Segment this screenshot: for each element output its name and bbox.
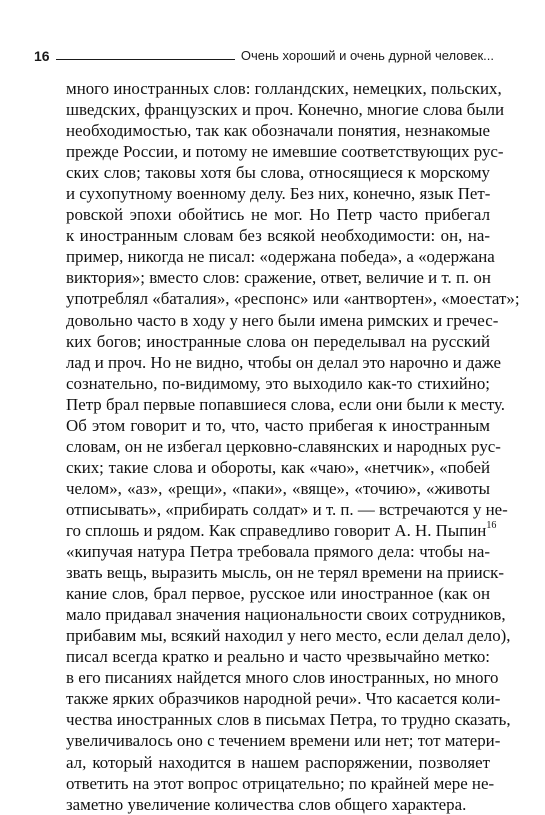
text-line: ских; такие слова и обороты, как «чаю», «нетчик», «побей <box>66 457 490 477</box>
header-rule <box>56 59 235 60</box>
footnote-reference: 16 <box>486 520 497 532</box>
text-line: ких богов; иностранные слова он переделывал на русский <box>66 331 490 351</box>
text-line: ответить на этот вопрос отрицательно; по крайней мере не- <box>66 773 495 793</box>
text-line: кание слов, брал первое, русское или иностранное (как он <box>66 584 490 604</box>
text-line: челом», «аз», «рещи», «паки», «вяще», «точию», «животы <box>66 478 490 498</box>
text-line: в его писаниях найдется много слов иностранных, но много <box>66 668 499 688</box>
text-line: шведских, французских и проч. Конечно, многие слова были <box>66 100 505 120</box>
text-line: заметно увеличение количества слов общего характера. <box>66 794 467 814</box>
text-line: словам, он не избегал церковно-славянских и народных рус- <box>66 436 501 456</box>
text-line: виктория»; вместо слов: сражение, ответ, величие и т. п. он <box>66 268 491 288</box>
text-line: много иностранных слов: голландских, немецких, польских, <box>66 79 502 98</box>
text-line: Об этом говорит и то, что, часто прибегая к иностранным <box>66 415 490 435</box>
text-line: Петр брал первые попавшиеся слова, если они были к месту. <box>66 394 505 414</box>
page-number: 16 <box>34 48 50 64</box>
text-line: отписывать», «прибирать солдат» и т. п. — встречаются у не- <box>66 499 508 519</box>
text-line: «кипучая натура Петра требовала прямого дела: чтобы на- <box>66 542 490 562</box>
text-line: увеличивалось оно с течением времени или нет; тот матери- <box>66 731 501 751</box>
text-line: довольно часто в ходу у него были имена римских и гречес- <box>66 310 499 330</box>
text-line: пример, никогда не писал: «одержана победа», а «одержана <box>66 247 495 267</box>
text-line: прибавим мы, всякий находил у него место, если делал дело), <box>66 626 511 646</box>
text-line: чества иностранных слов в письмах Петра, то трудно сказать, <box>66 710 511 730</box>
text-line: ал, который находится в нашем распоряжении, позволяет <box>66 752 490 772</box>
text-line: мало придавал значения национальности своих сотрудников, <box>66 605 506 625</box>
text-line: к иностранным словам без всякой необходимости: он, на- <box>66 226 490 246</box>
text-line: также ярких образчиков народной речи». Что касается коли- <box>66 689 501 709</box>
text-line: употреблял «баталия», «респонс» или «антвортен», «моестат»; <box>66 289 520 309</box>
running-title: Очень хороший и очень дурной человек... <box>240 48 494 63</box>
text-line-with-footnote <box>66 520 497 541</box>
text-line: ровской эпохи обойтись не мог. Но Петр часто прибегал <box>66 205 490 225</box>
text-line: ских слов; таковы хотя бы слова, относящиеся к морскому <box>66 163 490 183</box>
text-line-segment: го сплошь и рядом. Как справедливо говорит А. Н. Пыпин <box>66 520 487 540</box>
body-text <box>66 78 520 815</box>
running-header <box>34 44 494 64</box>
text-line: прежде России, и потому не имевшие соответствующих рус- <box>66 142 504 162</box>
text-line: писал всегда кратко и реально и часто чрезвычайно метко: <box>66 647 490 667</box>
text-line: необходимостью, так как обозначали понятия, незнакомые <box>66 121 490 141</box>
text-line: и сухопутному военному делу. Без них, конечно, язык Пет- <box>66 184 491 204</box>
text-line: лад и проч. Но не видно, чтобы он делал это нарочно и даже <box>66 352 501 372</box>
text-line: звать вещь, выразить мысль, он не терял времени на прииск- <box>66 563 504 583</box>
text-line: сознательно, по-видимому, это выходило как-то стихийно; <box>66 373 490 393</box>
